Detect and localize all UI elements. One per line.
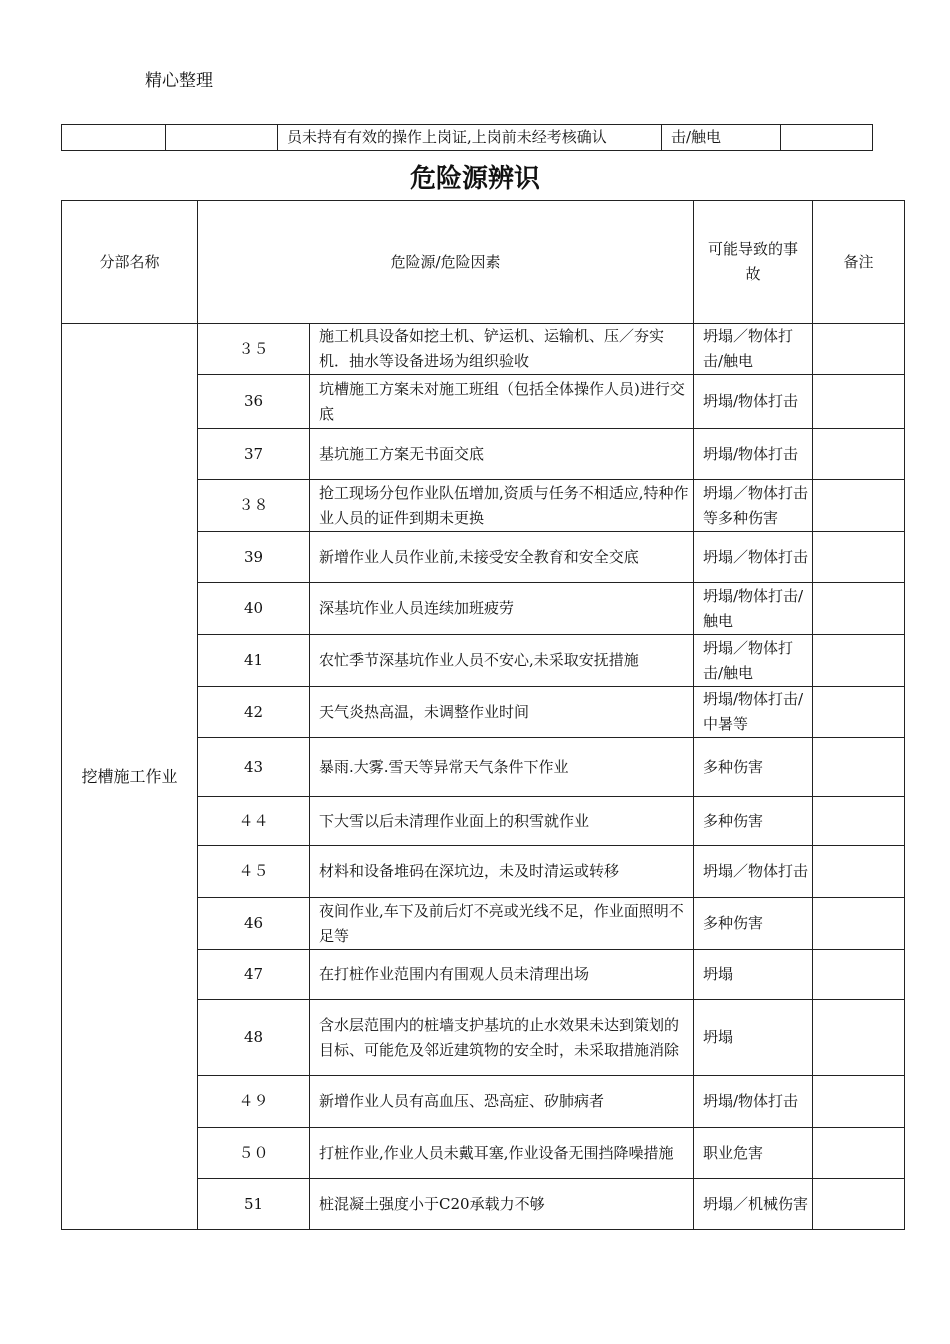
row-factor-cell: 抢工现场分包作业队伍增加,资质与任务不相适应,特种作业人员的证件到期未更换: [310, 480, 694, 532]
row-number-cell: ３５: [198, 324, 310, 375]
continuation-row: [62, 125, 873, 151]
row-accident-cell: 坍塌/物体打击: [694, 1076, 813, 1128]
row-factor-cell: 暴雨.大雾.雪天等异常天气条件下作业: [310, 738, 694, 797]
row-accident-cell: 职业危害: [694, 1128, 813, 1179]
row-accident-cell: 多种伤害: [694, 738, 813, 797]
row-accident-cell: 坍塌/物体打击: [694, 375, 813, 429]
row-remark-cell: [813, 480, 905, 532]
header-accident-label: 可能导致的事故: [708, 240, 799, 283]
row-factor-cell: 含水层范围内的桩墙支护基坑的止水效果未达到策划的目标、可能危及邻近建筑物的安全时，未采取措施消除: [310, 1000, 694, 1076]
row-factor-cell: 材料和设备堆码在深坑边，未及时清运或转移: [310, 846, 694, 898]
row-remark-cell: [813, 846, 905, 898]
row-accident-cell: 坍塌: [694, 950, 813, 1000]
row-number-cell: ４４: [198, 797, 310, 846]
row-factor-cell: 基坑施工方案无书面交底: [310, 429, 694, 480]
row-factor-cell: 深基坑作业人员连续加班疲劳: [310, 583, 694, 635]
header-department: 分部名称: [62, 201, 198, 324]
row-factor-cell: 在打桩作业范围内有围观人员未清理出场: [310, 950, 694, 1000]
row-remark-cell: [813, 797, 905, 846]
row-remark-cell: [813, 583, 905, 635]
row-accident-cell: 坍塌/物体打击/中暑等: [694, 687, 813, 738]
row-factor-cell: 坑槽施工方案未对施工班组（包括全体操作人员)进行交底: [310, 375, 694, 429]
continuation-remark-cell: [781, 125, 873, 151]
row-number-cell: ４９: [198, 1076, 310, 1128]
table-header-row: [62, 201, 905, 324]
hazard-table: [61, 200, 905, 1230]
continuation-table: [61, 124, 873, 151]
row-number-cell: 47: [198, 950, 310, 1000]
continuation-number-cell: [166, 125, 278, 151]
row-factor-cell: 新增作业人员作业前,未接受安全教育和安全交底: [310, 532, 694, 583]
row-remark-cell: [813, 532, 905, 583]
row-remark-cell: [813, 950, 905, 1000]
row-number-cell: ３８: [198, 480, 310, 532]
header-accident: [694, 201, 813, 324]
row-accident-cell: 坍塌／物体打击/触电: [694, 635, 813, 687]
row-factor-cell: 农忙季节深基坑作业人员不安心,未采取安抚措施: [310, 635, 694, 687]
row-remark-cell: [813, 738, 905, 797]
row-number-cell: ４５: [198, 846, 310, 898]
row-factor-cell: 打桩作业,作业人员未戴耳塞,作业设备无围挡降噪措施: [310, 1128, 694, 1179]
row-remark-cell: [813, 1076, 905, 1128]
table-body: [62, 324, 905, 1230]
row-factor-cell: 夜间作业,车下及前后灯不亮或光线不足，作业面照明不足等: [310, 898, 694, 950]
row-accident-cell: 多种伤害: [694, 797, 813, 846]
row-number-cell: 36: [198, 375, 310, 429]
row-accident-cell: 多种伤害: [694, 898, 813, 950]
row-remark-cell: [813, 635, 905, 687]
row-remark-cell: [813, 898, 905, 950]
document-title: 危险源辨识: [409, 164, 540, 194]
section-name-cell: 挖槽施工作业: [62, 324, 198, 1230]
row-number-cell: 51: [198, 1179, 310, 1230]
header-remark: 备注: [813, 201, 905, 324]
row-accident-cell: 坍塌/物体打击/触电: [694, 583, 813, 635]
row-number-cell: 43: [198, 738, 310, 797]
row-accident-cell: 坍塌／机械伤害: [694, 1179, 813, 1230]
table-row: [62, 324, 905, 375]
row-number-cell: 39: [198, 532, 310, 583]
row-number-cell: 37: [198, 429, 310, 480]
row-accident-cell: 坍塌/物体打击: [694, 429, 813, 480]
row-accident-cell: 坍塌／物体打击/触电: [694, 324, 813, 375]
row-remark-cell: [813, 1000, 905, 1076]
row-accident-cell: 坍塌／物体打击: [694, 532, 813, 583]
row-factor-cell: 桩混凝土强度小于C20承载力不够: [310, 1179, 694, 1230]
row-number-cell: 41: [198, 635, 310, 687]
row-number-cell: 42: [198, 687, 310, 738]
page-header: 精心整理: [145, 71, 213, 91]
row-remark-cell: [813, 1179, 905, 1230]
continuation-factor-cell: 员未持有有效的操作上岗证,上岗前未经考核确认: [278, 125, 662, 151]
row-number-cell: ５０: [198, 1128, 310, 1179]
row-accident-cell: 坍塌／物体打击: [694, 846, 813, 898]
row-remark-cell: [813, 687, 905, 738]
header-factor: 危险源/危险因素: [198, 201, 694, 324]
row-number-cell: 40: [198, 583, 310, 635]
row-factor-cell: 施工机具设备如挖土机、铲运机、运输机、压／夯实机．抽水等设备进场为组织验收: [310, 324, 694, 375]
row-number-cell: 46: [198, 898, 310, 950]
row-factor-cell: 新增作业人员有高血压、恐高症、矽肺病者: [310, 1076, 694, 1128]
row-remark-cell: [813, 324, 905, 375]
row-factor-cell: 天气炎热高温，未调整作业时间: [310, 687, 694, 738]
row-accident-cell: 坍塌: [694, 1000, 813, 1076]
continuation-department-cell: [62, 125, 166, 151]
row-accident-cell: 坍塌／物体打击等多种伤害: [694, 480, 813, 532]
row-remark-cell: [813, 375, 905, 429]
row-remark-cell: [813, 1128, 905, 1179]
row-remark-cell: [813, 429, 905, 480]
row-factor-cell: 下大雪以后未清理作业面上的积雪就作业: [310, 797, 694, 846]
continuation-accident-cell: 击/触电: [662, 125, 781, 151]
row-number-cell: 48: [198, 1000, 310, 1076]
